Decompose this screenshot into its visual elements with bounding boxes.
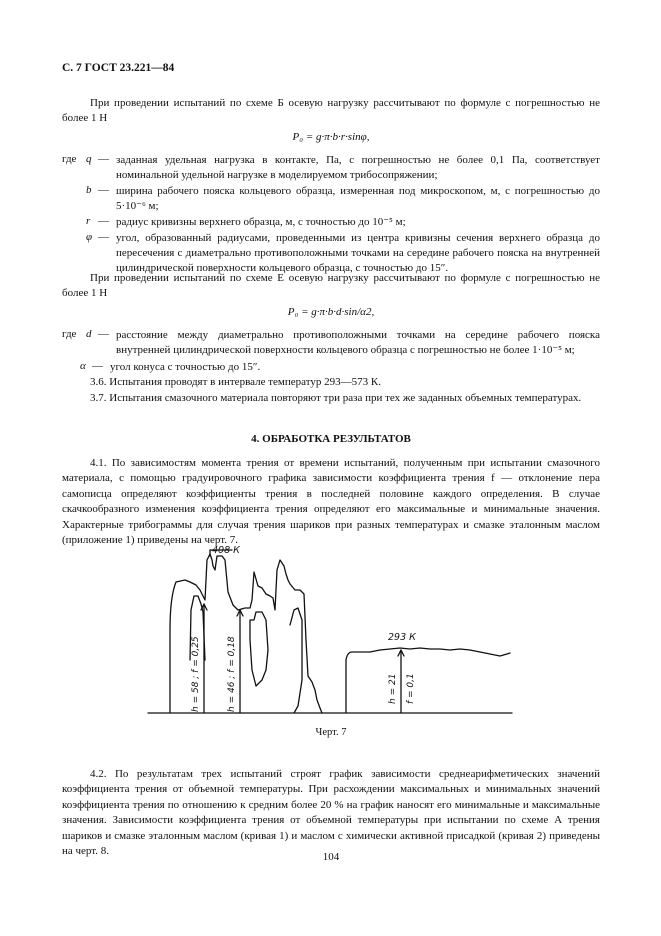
- formula-2: P₀ = g·π·b·d·sin/α2,: [287, 306, 375, 318]
- def-text: заданная удельная нагрузка в контакте, Па, с погрешностью не более 0,1 Па, соответствует номинальной удельной нагрузке в моделируемом трибосопряжении;: [116, 154, 600, 181]
- formula-1: P₀ = g·π·b·r·sinφ,: [292, 131, 370, 143]
- paragraph-4-1: 4.1. По зависимостям момента трения от времени испытаний, полученным при испытании смазочного материала, с помощью градуировочного графика зависимости коэффициента трения f — отклонение пера самописца определяют коэффициенты трения в последней половине каждого определения. В случае скачкообразного изменения коэффициента трения определяют его максимальные и минимальные значения. Характерные трибограммы для случая трения шариков при разных температурах и смазке эталонным маслом (приложение 1) приведены на черт. 7.: [62, 457, 600, 547]
- where-label: где: [62, 328, 77, 340]
- def-symbol: α: [80, 360, 86, 372]
- def-dash: —: [98, 328, 109, 340]
- figure-caption: Черт. 7: [315, 727, 347, 738]
- def-text: угол конуса с точностью до 15″.: [110, 361, 261, 373]
- page-number: 104: [322, 851, 340, 863]
- def-symbol: φ: [86, 231, 93, 243]
- label-293k: 293 К: [388, 632, 416, 643]
- def-dash: —: [98, 231, 109, 243]
- def-dash: —: [98, 153, 109, 165]
- def-dash: —: [92, 360, 103, 372]
- def-symbol: b: [86, 184, 92, 196]
- def-text: ширина рабочего пояска кольцевого образца, измеренная под микроскопом, м, с погрешностью до 5·10⁻⁶ м;: [116, 185, 600, 212]
- hot-trace-inner: [290, 608, 302, 713]
- def-text: угол, образованный радиусами, проведенными из центра кривизны сечения верхнего образца до пересечения с диаметрально противоположными точками на середине рабочего пояска на внутренней цилиндрической поверхности кольцевого образца, с точностью до 15″.: [116, 232, 600, 274]
- label-408k: 408 К: [212, 545, 240, 556]
- label-f01: f = 0,1: [406, 673, 416, 704]
- label-h21: h = 21: [388, 673, 398, 704]
- where-label: где: [62, 153, 77, 165]
- label-h46: h = 46 ; f = 0,18: [227, 636, 237, 712]
- page-header: С. 7 ГОСТ 23.221—84: [62, 62, 175, 74]
- paragraph-scheme-e: При проведении испытаний по схеме Е осевую нагрузку рассчитывают по формуле с погрешностью не более 1 Н: [62, 272, 600, 300]
- def-dash: —: [98, 184, 109, 196]
- label-h58: h = 58 ; f = 0,25: [191, 636, 201, 712]
- cold-trace: [346, 648, 510, 713]
- paragraph-4-2: 4.2. По результатам трех испытаний строят график зависимости среднеарифметических значений коэффициента трения от объемной температуры. При расхождении максимальных и минимальных значений коэффициента трения по отношению к средним более 20 % на график наносят его минимальные и максимальные значения. Зависимости коэффициента трения от объемной температуры при испытании по схеме А трения шариков и смазке эталонным маслом (кривая 1) и маслом с химически активной присадкой (кривая 2) приведены на черт. 8.: [62, 768, 600, 858]
- paragraph-3-6: 3.6. Испытания проводят в интервале температур 293—573 К.: [90, 376, 381, 388]
- def-symbol: d: [86, 328, 92, 340]
- def-dash: —: [98, 215, 109, 227]
- def-symbol: r: [86, 215, 91, 227]
- hot-trace-inner: [250, 612, 268, 686]
- section-title: 4. ОБРАБОТКА РЕЗУЛЬТАТОВ: [251, 433, 411, 445]
- paragraph-scheme-b: При проведении испытаний по схеме Б осевую нагрузку рассчитывают по формуле с погрешностью не более 1 Н: [62, 97, 600, 125]
- def-text: расстояние между диаметрально противоположными точками на середине рабочего пояска внутренней цилиндрической поверхности кольцевого образца с погрешностью не более 1·10⁻⁵ м;: [116, 329, 600, 356]
- def-symbol: q: [86, 153, 92, 165]
- def-text: радиус кривизны верхнего образца, м, с точностью до 10⁻⁵ м;: [116, 216, 406, 228]
- paragraph-3-7: 3.7. Испытания смазочного материала повторяют три раза при тех же заданных объемных температурах.: [90, 392, 582, 404]
